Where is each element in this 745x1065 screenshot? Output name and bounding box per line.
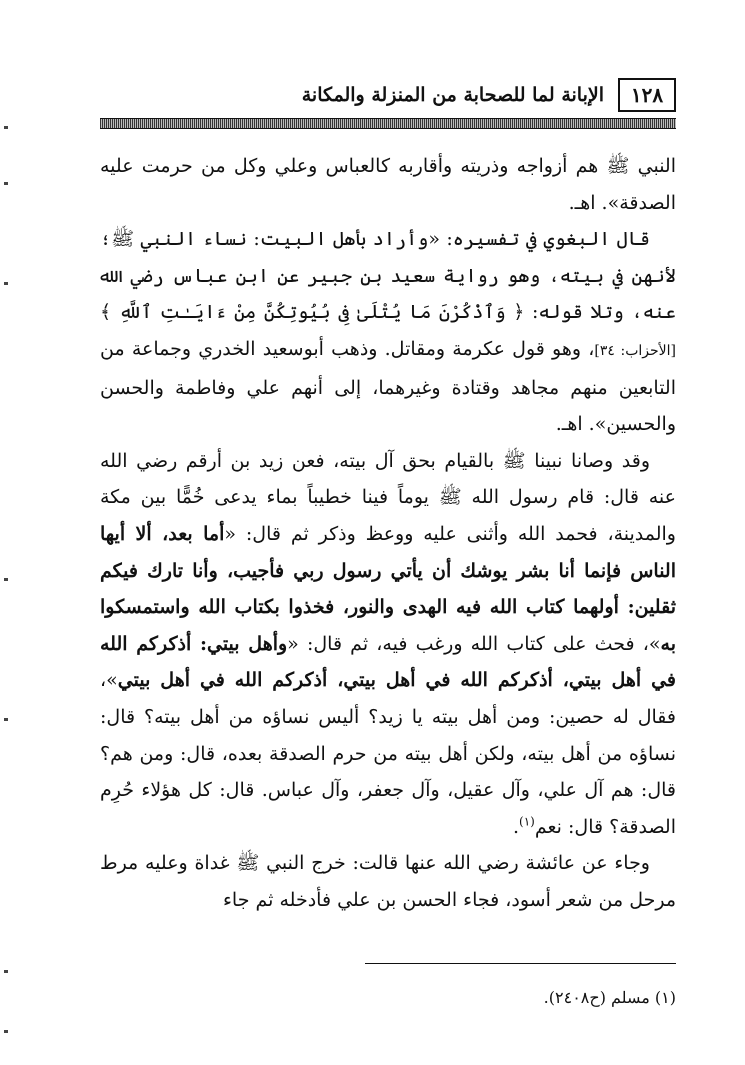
main-text <box>100 148 676 918</box>
paragraph-2-text: قال البغوي في تفسيره: «وأراد بأهل البيت: نساء النبي ﷺ؛ لأنهن في بيته، وهو رواية سعيد بن جبير عن ابن عباس رضي الله عنه، وتلا قوله: ﴿ وَٱذْكُرْنَ مَا يُتْلَىٰ فِى بُيُوتِكُنَّ مِنْ ءَايَـٰتِ ٱللَّهِ ﴾ <box>100 228 676 324</box>
paragraph-2-continuation: ، وهو قول عكرمة ومقاتل. وذهب أبوسعيد الخدري وجماعة من التابعين منهم مجاهد وقتادة وغيرهما، إلى أنهم علي وفاطمة والحسن والحسين». اهـ. <box>100 337 676 436</box>
hadith-text-1: أما بعد، ألا أيها الناس فإنما أنا بشر يوشك أن يأتي رسول ربي فأجيب، وأنا تارك فيكم ثقلين: أولهما كتاب الله فيه الهدى والنور، فخذوا بكتاب الله واستمسكوا به <box>100 522 676 655</box>
page-header <box>100 72 676 116</box>
footnote: (١) مسلم (ح٢٤٠٨). <box>543 988 676 1007</box>
paragraph-2 <box>100 221 676 443</box>
paragraph-3-end: . <box>512 815 520 838</box>
hadith-text-2: وأهل بيتي: أذكركم الله في أهل بيتي، أذكركم الله في أهل بيتي، أذكركم الله في أهل بيتي <box>100 632 676 692</box>
edge-mark <box>4 1030 8 1033</box>
page-number: ١٢٨ <box>618 78 676 112</box>
paragraph-3-middle: »، فحث على كتاب الله ورغب فيه، ثم قال: « <box>287 632 661 655</box>
paragraph-4: وجاء عن عائشة رضي الله عنها قالت: خرج النبي ﷺ غداة وعليه مرط مرحل من شعر أسود، فجاء الحسن بن علي فأدخله ثم جاء <box>100 852 676 911</box>
footnote-divider <box>365 963 676 964</box>
book-title: الإبانة لما للصحابة من المنزلة والمكانة <box>301 84 604 106</box>
edge-mark <box>4 578 8 581</box>
paragraph-3 <box>100 443 676 846</box>
paragraph-1: النبي ﷺ هم أزواجه وذريته وأقاربه كالعباس وعلي وكل من حرمت عليه الصدقة». اهـ. <box>100 155 676 214</box>
paragraph-3-intro: وقد وصانا نبينا ﷺ بالقيام بحق آل بيته، فعن زيد بن أرقم رضي الله عنه قال: قام رسول الله ﷺ يوماً فينا خطيباً بماء يدعى خُمًّا بين مكة والمدينة، فحمد الله وأثنى عليه ووعظ وذكر ثم قال: « <box>100 449 676 545</box>
quran-reference: [الأحزاب: ٣٤] <box>594 342 677 359</box>
edge-mark <box>4 126 8 129</box>
edge-mark <box>4 718 8 721</box>
edge-mark <box>4 282 8 285</box>
header-divider <box>100 118 676 129</box>
edge-mark <box>4 970 8 973</box>
paragraph-3-rest: »، فقال له حصين: ومن أهل بيته يا زيد؟ أليس نساؤه من أهل بيته؟ قال: نساؤه من أهل بيته، ولكن أهل بيته من حرم الصدقة بعده، قال: ومن هم؟ قال: هم آل علي، وآل عقيل، وآل جعفر، وآل عباس. قال: كل هؤلاء حُرِم الصدقة؟ قال: نعم <box>100 669 676 838</box>
footnote-marker[interactable]: (١) <box>519 814 535 829</box>
edge-mark <box>4 182 8 185</box>
